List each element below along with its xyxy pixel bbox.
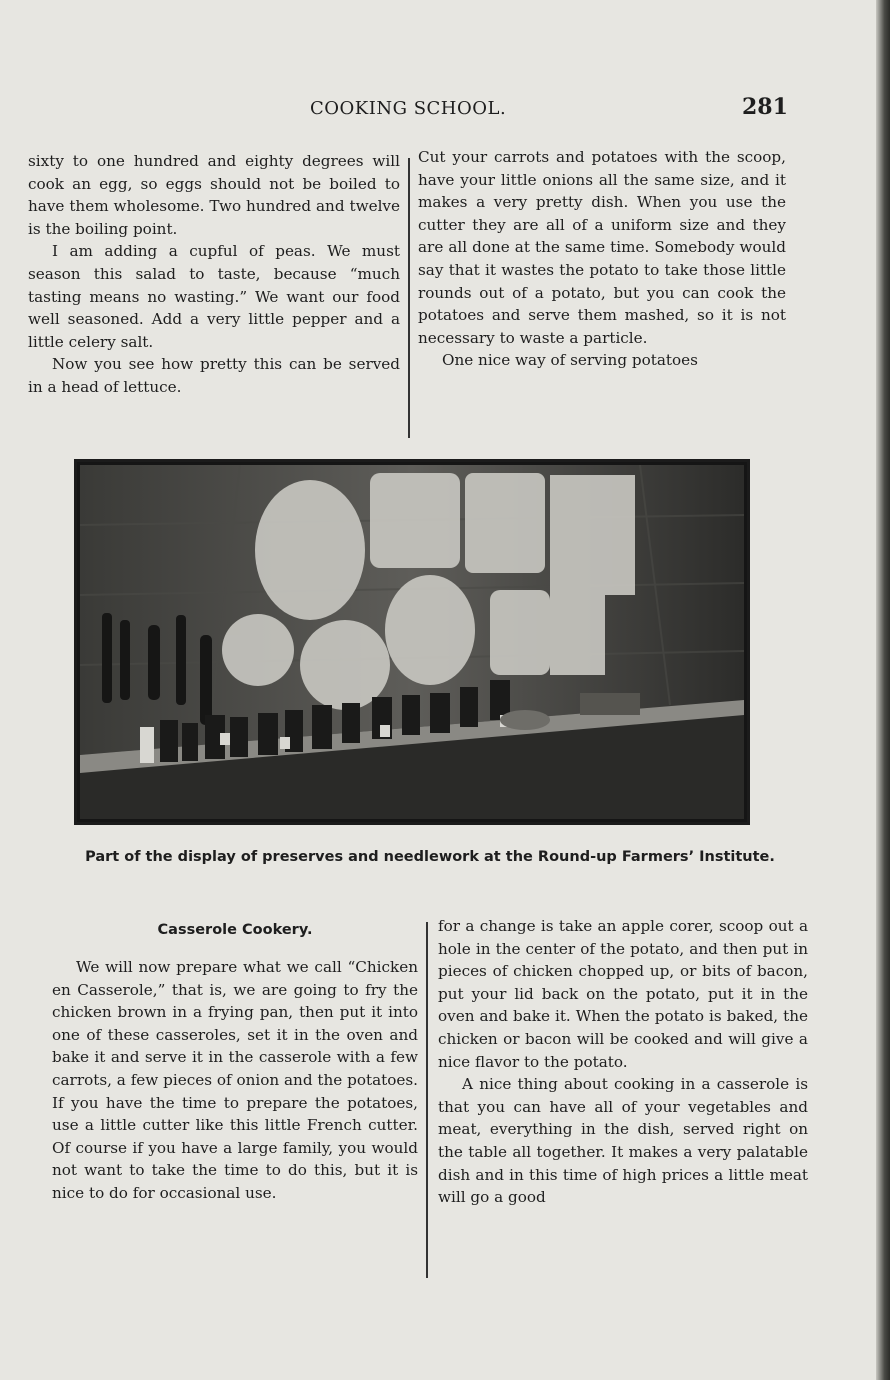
figure-photograph <box>74 459 750 825</box>
paragraph: Now you see how pretty this can be served in a head of lettuce. <box>28 355 400 396</box>
column-divider <box>426 922 428 1278</box>
preserves-needlework-photo <box>80 465 744 819</box>
column-divider <box>408 158 410 438</box>
section-heading: Casserole Cookery. <box>157 922 313 938</box>
running-title: COOKING SCHOOL. <box>310 98 507 119</box>
paragraph: I am adding a cupful of peas. We must season this salad to taste, because “much tasting means no wasting.” We want our food well seasoned. Add a very little pepper and a little celery salt. <box>28 242 400 351</box>
paragraph: Cut your carrots and potatoes with the scoop, have your little onions all the same size, and it makes a very pretty dish. When you use the cutter they are all of a uniform size and they are all done at the same time. Somebody would say that it wastes the potato to take those little rounds out of a potato, but you can cook the potatoes and serve them mashed, so it is not necessary to waste a particle. <box>418 148 786 347</box>
paragraph: for a change is take an apple corer, scoop out a hole in the center of the potato, and then put in pieces of chicken chopped up, or bits of bacon, put your lid back on the potato, put it in the oven and bake it. When the potato is baked, the chicken or bacon will be cooked and will give a nice flavor to the potato. <box>438 917 808 1071</box>
page-number: 281 <box>742 94 788 120</box>
paragraph: One nice way of serving potatoes <box>442 351 698 370</box>
running-header <box>0 94 890 126</box>
bottom-right-column <box>438 915 808 1209</box>
figure-caption: Part of the display of preserves and needlework at the Round-up Farmers’ Institute. <box>85 849 775 865</box>
paragraph: A nice thing about cooking in a casserole is that you can have all of your vegetables and meat, everything in the dish, served right on the table all together. It makes a very palatable dish and in this time of high prices a little meat will go a good <box>438 1075 808 1207</box>
bottom-left-column <box>52 956 418 1205</box>
paragraph: We will now prepare what we call “Chicken en Casserole,” that is, we are going to fry the chicken brown in a frying pan, then put it into one of these casseroles, set it in the oven and bake it and serve it in the casserole with a few carrots, a few pieces of onion and the potatoes. If you have the time to prepare the potatoes, use a little cutter like this little French cutter. Of course if you have a large family, you would not want to take the time to do this, but it is nice to do for occasional use. <box>52 958 418 1202</box>
top-right-column <box>418 146 786 372</box>
paragraph: sixty to one hundred and eighty degrees will cook an egg, so eggs should not be boiled to have them wholesome. Two hundred and twelve is the boiling point. <box>28 152 400 238</box>
top-left-column <box>28 150 400 399</box>
page-binding-edge <box>876 0 890 1380</box>
